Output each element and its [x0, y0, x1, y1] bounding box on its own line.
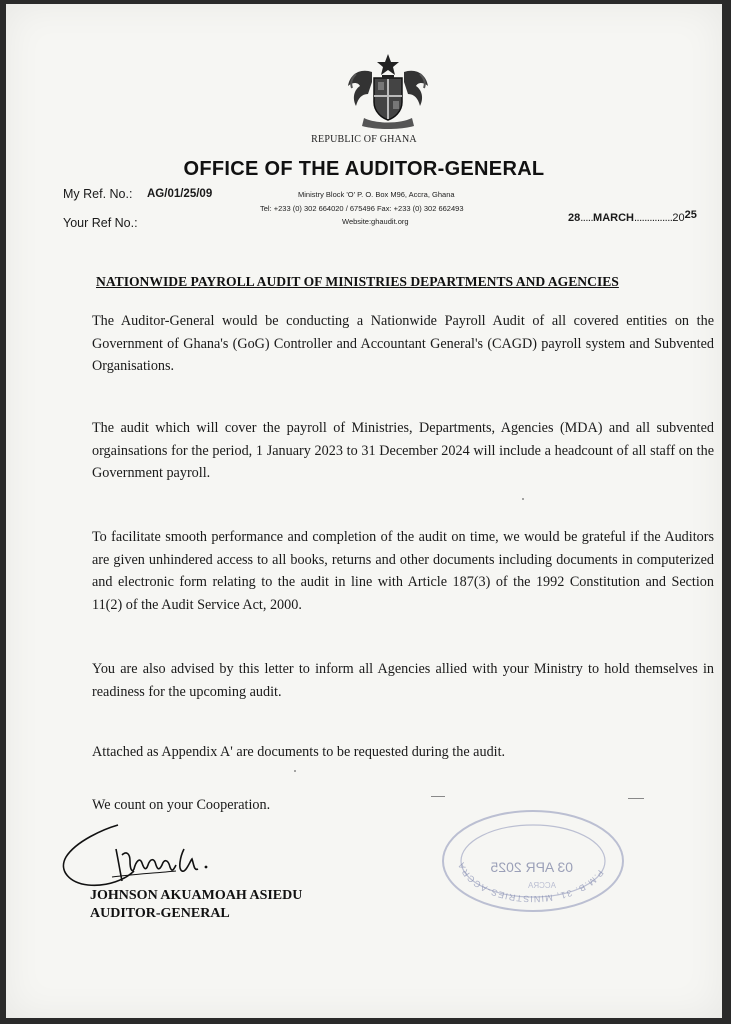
office-title: OFFICE OF THE AUDITOR-GENERAL [183, 158, 545, 180]
paragraph-5: Attached as Appendix A' are documents to be requested during the audit. [92, 744, 506, 760]
scan-speck [522, 498, 524, 500]
my-ref-value: AG/01/25/09 [147, 188, 213, 200]
stamp-icon [438, 806, 628, 916]
paragraph-2: The audit which will cover the payroll of Ministries, Departments, Agencies (MDA) and all subvented orgainsations for the period, 1 January 2023 to 31 December 2024 will include a headcount of all staff on the Government payroll. [92, 420, 714, 481]
paragraph-4: You are also advised by this letter to inform all Agencies allied with your Ministry to hold themselves in readiness for the upcoming audit. [92, 661, 714, 700]
letter-heading: NATIONWIDE PAYROLL AUDIT OF MINISTRIES DEPARTMENTS AND AGENCIES [96, 274, 619, 289]
website-line: Website:ghaudit.org [342, 217, 409, 226]
letter-date: 28.....MARCH...............2025 [568, 209, 697, 224]
country-label: REPUBLIC OF GHANA [311, 134, 417, 145]
svg-text:ACCRA: ACCRA [527, 881, 556, 890]
signature-icon [56, 819, 236, 899]
scan-speck [294, 770, 296, 772]
your-ref-label: Your Ref No.: [63, 216, 138, 230]
stamp-text: P.M.B. 31, MINISTRIES-ACCRA [455, 860, 606, 905]
paragraph-1: The Auditor-General would be conducting a Nationwide Payroll Audit of all covered entities on the Government of Ghana's (GoG) Controller and Accountant General's (CAGD) payroll system and Subvented Organisations. [92, 313, 714, 374]
stamp-date: 03 APR 2025 [490, 859, 573, 875]
address-line-2: Tel: +233 (0) 302 664020 / 675496 Fax: +233 (0) 302 662493 [260, 204, 464, 213]
scan-speck [431, 796, 445, 797]
letter-page [6, 4, 722, 1018]
signatory-title: AUDITOR-GENERAL [90, 906, 230, 921]
paragraph-3: To facilitate smooth performance and completion of the audit on time, we would be grateful if the Auditors are given unhindered access to all books, returns and other documents including documents in computerized and electronic form relating to the audit in line with Article 187(3) of the 1992 Constitution and Section 11(2) of the Audit Service Act, 2000. [92, 529, 714, 613]
date-month: MARCH [593, 212, 634, 224]
paragraph-6: We count on your Cooperation. [92, 797, 271, 813]
my-ref-label: My Ref. No.: [63, 187, 133, 201]
date-year-suffix: 25 [684, 209, 697, 221]
signatory-name: JOHNSON AKUAMOAH ASIEDU [90, 888, 303, 903]
date-year-prefix: 20 [672, 212, 685, 224]
date-day: 28 [568, 212, 581, 224]
address-line-1: Ministry Block 'O' P. O. Box M96, Accra, Ghana [298, 190, 455, 199]
scan-speck [628, 798, 644, 799]
coat-of-arms-icon [342, 52, 434, 132]
